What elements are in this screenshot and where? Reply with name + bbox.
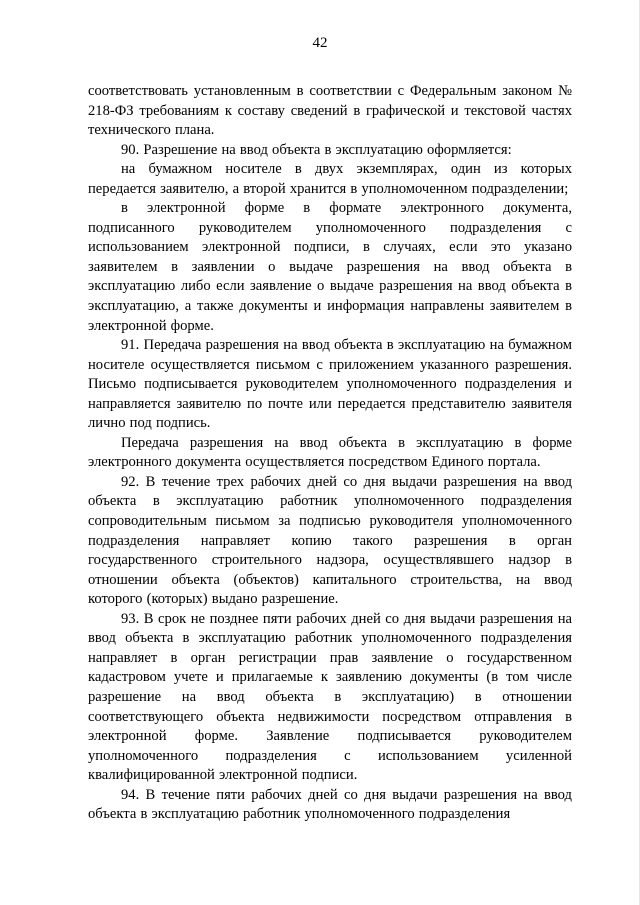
paragraph-continuation: соответствовать установленным в соответствии с Федеральным законом № 218-ФЗ требованиям к составу сведений в графической и текстовой частях технического плана.: [88, 83, 572, 139]
paragraph-91: 91. Передача разрешения на ввод объекта в эксплуатацию на бумажном носителе осуществляется письмом с приложением указанного разрешения. Письмо подписывается руководителем уполномоченного подразделения и направляется заявителю по почте или передается представителю заявителя лично под подпись.: [88, 337, 572, 432]
paragraph-91-electronic: Передача разрешения на ввод объекта в эксплуатацию в форме электронного документа осуществляется посредством Единого портала.: [88, 434, 572, 471]
page-number: 42: [312, 35, 328, 51]
paragraph-90-paper: на бумажном носителе в двух экземплярах, один из которых передается заявителю, а второй хранится в уполномоченном подразделении;: [88, 161, 572, 197]
paragraph-94: 94. В течение пяти рабочих дней со дня выдачи разрешения на ввод объекта в эксплуатацию работник уполномоченного подразделения: [88, 786, 572, 823]
paragraph-90-electronic: в электронной форме в формате электронного документа, подписанного руководителем уполномоченного подразделения с использованием электронной подписи, в случаях, если это указано заявителем в заявлении о выдаче разрешения на ввод объекта в эксплуатацию либо если заявление о выдаче разрешения на ввод объекта в эксплуатацию, а также документы и информация направлены заявителем в электронной форме.: [88, 200, 572, 334]
paragraph-92: 92. В течение трех рабочих дней со дня выдачи разрешения на ввод объекта в эксплуатацию работник уполномоченного подразделения сопроводительным письмом за подписью руководителя уполномоченного подразделения направляет копию такого разрешения в орган государственного строительного надзора, осуществлявшего надзор в отношении объекта (объектов) капитального строительства, на ввод которого (которых) выдано разрешение.: [88, 473, 572, 608]
paragraph-93: 93. В срок не позднее пяти рабочих дней со дня выдачи разрешения на ввод объекта в эксплуатацию работник уполномоченного подразделения направляет в орган регистрации прав заявление о государственном кадастровом учете и прилагаемые к заявлению документы (в том числе разрешение на ввод объекта в эксплуатацию) в отношении соответствующего объекта недвижимости посредством отправления в электронной форме. Заявление подписывается руководителем уполномоченного подразделения с использованием усиленной квалифицированной электронной подписи.: [88, 610, 572, 784]
paragraph-90: 90. Разрешение на ввод объекта в эксплуатацию оформляется:: [121, 141, 512, 158]
document-body: [88, 82, 572, 825]
